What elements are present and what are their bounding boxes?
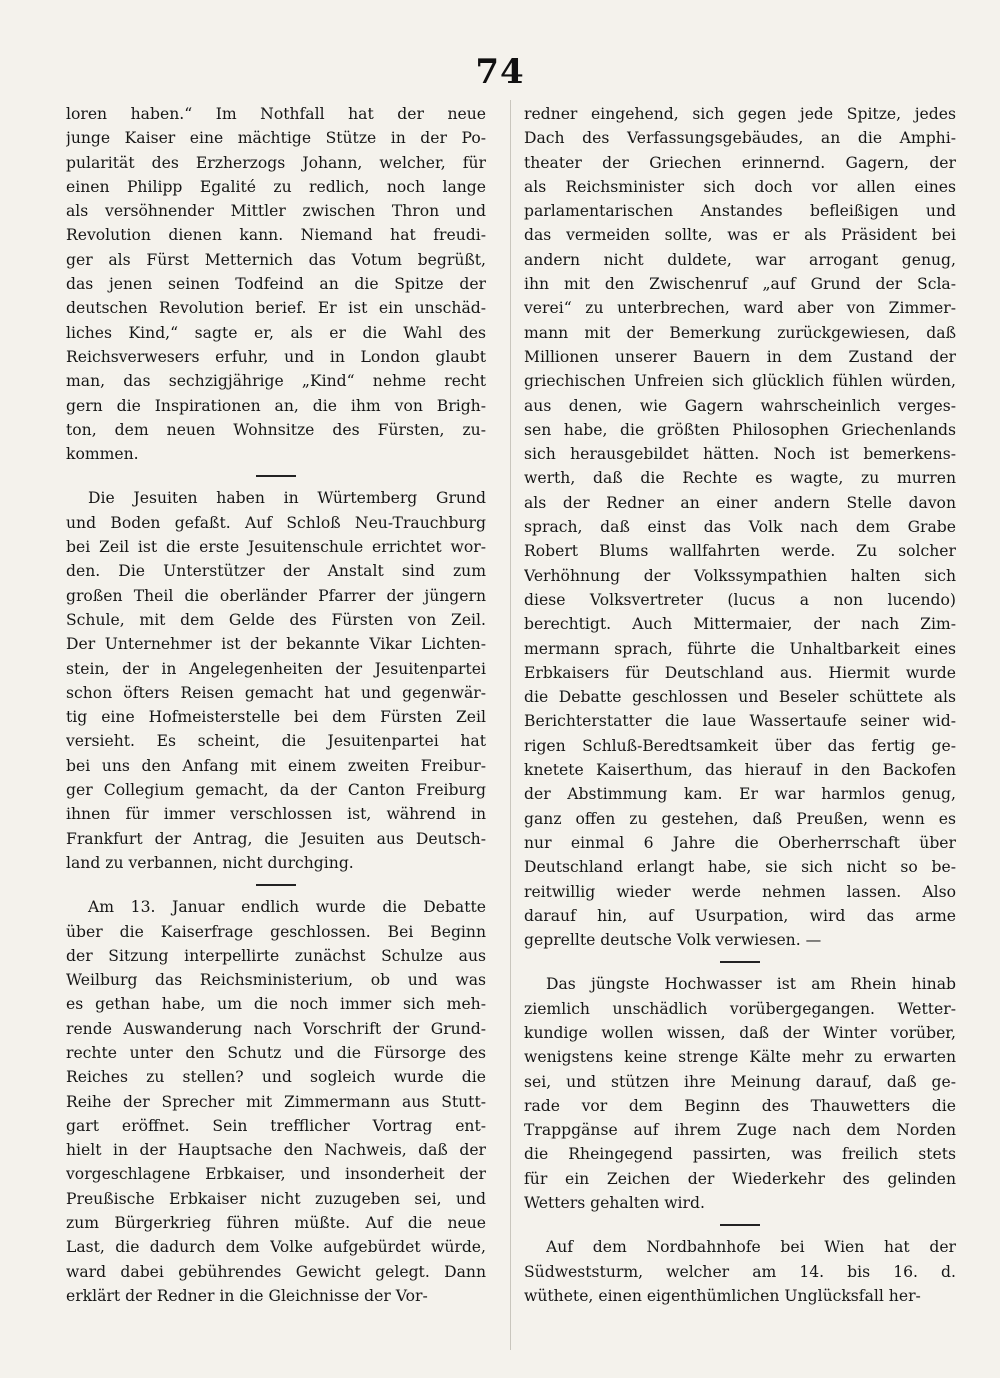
article-paragraph [524,972,956,1215]
text-line: Verhöhnung der Volkssympathien halten sich [524,566,956,585]
text-line: als der Redner an einer andern Stelle davon [524,493,956,512]
text-line: die Rheingegend passirten, was freilich stets [524,1145,956,1164]
text-line: ger als Fürst Metternich das Votum begrüßt, [66,250,486,269]
text-line: Last, die dadurch dem Volke aufgebürdet würde, [66,1238,486,1257]
article-separator [524,1215,956,1235]
text-line: zum Bürgerkrieg führen müßte. Auf die neue [66,1214,486,1233]
text-line: darauf hin, auf Usurpation, wird das arme [524,906,956,925]
article-paragraph [524,1235,956,1308]
text-line: diese Volksvertreter (lucus a non lucendo) [524,590,956,609]
text-line: es gethan habe, um die noch immer sich meh- [66,995,486,1014]
text-line: Der Unternehmer ist der bekannte Vikar Lichten- [66,635,486,654]
text-line: Frankfurt der Antrag, die Jesuiten aus Deutsch- [66,829,486,848]
article-separator [66,466,486,486]
text-line: ziemlich unschädlich vorübergegangen. Wetter- [524,999,956,1018]
text-line: land zu verbannen, nicht durchging. [66,853,354,872]
text-line: rechte unter den Schutz und die Fürsorge des [66,1043,486,1062]
text-line: Preußische Erbkaiser nicht zuzugeben sei, und [66,1189,486,1208]
text-line: Schule, mit dem Gelde des Fürsten von Zeil. [66,610,486,629]
text-line: Reiches zu stellen? und sogleich wurde die [66,1068,486,1087]
text-line: deutschen Revolution berief. Er ist ein unschäd- [66,299,486,318]
text-line: rade vor dem Beginn des Thauwetters die [524,1096,956,1115]
text-line: werth, daß die Rechte es wagte, zu murren [524,469,956,488]
article-paragraph [66,102,486,466]
text-line: stein, der in Angelegenheiten der Jesuitenpartei [66,659,486,678]
text-line: ton, dem neuen Wohnsitze des Fürsten, zu- [66,420,486,439]
text-line: Reichsverwesers erfuhr, und in London glaubt [66,347,486,366]
left-column [66,102,486,1308]
article-paragraph [66,895,486,1308]
text-line: ward dabei gebührendes Gewicht gelegt. Dann [66,1262,486,1281]
text-line: das jenen seinen Todfeind an die Spitze der [66,275,486,294]
text-line: versieht. Es scheint, die Jesuitenpartei hat [66,732,486,751]
text-line: berechtigt. Auch Mittermaier, der nach Zim- [524,615,956,634]
text-line: über die Kaiserfrage geschlossen. Bei Beginn [66,922,486,941]
text-line: der Sitzung interpellirte zunächst Schulze aus [66,946,486,965]
text-line: großen Theil die oberländer Pfarrer der jüngern [66,586,486,605]
text-line: sprach, daß einst das Volk nach dem Grabe [524,518,956,537]
text-line: sei, und stützen ihre Meinung darauf, daß ge- [524,1072,956,1091]
text-line: Deutschland erlangt habe, sie sich nicht so be- [524,858,956,877]
right-column [524,102,956,1308]
text-line: parlamentarischen Anstandes befleißigen und [524,202,956,221]
text-line: hielt in der Hauptsache den Nachweis, daß der [66,1141,486,1160]
text-line: loren haben.“ Im Nothfall hat der neue [66,105,486,123]
text-line: wenigstens keine strenge Kälte mehr zu erwarten [524,1048,956,1067]
text-line: griechischen Unfreien sich glücklich fühlen würden, [524,372,956,391]
text-line: Reihe der Sprecher mit Zimmermann aus Stutt- [66,1092,486,1111]
text-line: vorgeschlagene Erbkaiser, und insonderheit der [66,1165,486,1184]
text-line: kundige wollen wissen, daß der Winter vorüber, [524,1023,956,1042]
text-line: Südweststurm, welcher am 14. bis 16. d. [524,1262,956,1281]
text-line: Am 13. Januar endlich wurde die Debatte [88,898,486,917]
article-separator [66,875,486,895]
text-line: reitwillig wieder werde nehmen lassen. Also [524,882,956,901]
text-line: Revolution dienen kann. Niemand hat freudi- [66,226,486,245]
article-paragraph [66,486,486,875]
text-line: man, das sechzigjährige „Kind“ nehme recht [66,372,486,391]
text-line: für ein Zeichen der Wiederkehr des gelinden [524,1169,956,1188]
text-line: rigen Schluß-Beredtsamkeit über das fertig ge- [524,736,956,755]
text-line: Millionen unserer Bauern in dem Zustand der [524,347,956,366]
text-line: erklärt der Redner in die Gleichnisse der Vor- [66,1286,428,1305]
column-divider [510,100,511,1350]
text-line: ihn mit den Zwischenruf „auf Grund der Scla- [524,275,956,294]
text-line: die Debatte geschlossen und Beseler schüttete als [524,688,956,707]
page-number: 74 [475,52,525,92]
text-line: sen habe, die größten Philosophen Griechenlands [524,420,956,439]
text-line: gern die Inspirationen an, die ihm von Brigh- [66,396,486,415]
text-line: knetete Kaiserthum, das hierauf in den Backofen [524,761,956,780]
text-line: und Boden gefaßt. Auf Schloß Neu-Trauchburg [66,513,486,532]
text-line: bei uns den Anfang mit einem zweiten Freibur- [66,756,486,775]
text-line: verei“ zu unterbrechen, ward aber von Zimmer- [524,299,956,318]
text-line: Erbkaisers für Deutschland aus. Hiermit wurde [524,663,956,682]
text-line: Die Jesuiten haben in Würtemberg Grund [88,489,486,508]
text-line: Berichterstatter die laue Wassertaufe seiner wid- [524,712,956,731]
text-line: redner eingehend, sich gegen jede Spitze, jedes [524,105,956,123]
text-line: ihnen für immer verschlossen ist, während in [66,805,486,824]
text-line: liches Kind,“ sagte er, als er die Wahl des [66,323,486,342]
text-line: Auf dem Nordbahnhofe bei Wien hat der [546,1238,956,1257]
text-line: Dach des Verfassungsgebäudes, an die Amphi- [524,129,956,148]
text-line: tig eine Hofmeisterstelle bei dem Fürsten Zeil [66,708,486,727]
text-line: mermann sprach, führte die Unhaltbarkeit eines [524,639,956,658]
text-line: Das jüngste Hochwasser ist am Rhein hinab [546,975,956,994]
article-separator [524,952,956,972]
text-line: kommen. [66,445,139,464]
text-line: gart eröffnet. Sein trefflicher Vortrag ent- [66,1116,486,1135]
text-line: den. Die Unterstützer der Anstalt sind zum [66,562,486,581]
text-line: bei Zeil ist die erste Jesuitenschule errichtet wor- [66,538,486,557]
text-line: Robert Blums wallfahrten werde. Zu solcher [524,542,956,561]
text-line: Weilburg das Reichsministerium, ob und was [66,971,486,990]
text-line: das vermeiden sollte, was er als Präsident bei [524,226,956,245]
text-line: rende Auswanderung nach Vorschrift der Grund- [66,1019,486,1038]
text-line: schon öfters Reisen gemacht hat und gegenwär- [66,683,486,702]
text-line: einen Philipp Egalité zu redlich, noch lange [66,177,486,196]
article-paragraph [524,102,956,952]
text-line: Wetters gehalten wird. [524,1194,705,1213]
text-line: als Reichsminister sich doch vor allen eines [524,177,956,196]
text-line: Trappgänse auf ihrem Zuge nach dem Norden [524,1121,956,1140]
text-line: theater der Griechen erinnernd. Gagern, der [524,153,956,172]
text-line: andern nicht duldete, war arrogant genug, [524,250,956,269]
text-line: junge Kaiser eine mächtige Stütze in der Po- [66,129,486,148]
text-line: als versöhnender Mittler zwischen Thron und [66,202,486,221]
text-line: aus denen, wie Gagern wahrscheinlich verges- [524,396,956,415]
text-line: ganz offen zu gestehen, daß Preußen, wenn es [524,809,956,828]
text-line: sich herausgebildet hätten. Noch ist bemerkens- [524,445,956,464]
text-line: ger Collegium gemacht, da der Canton Freiburg [66,781,486,800]
text-line: wüthete, einen eigenthümlichen Unglücksfall her- [524,1286,921,1305]
text-line: geprellte deutsche Volk verwiesen. — [524,931,822,950]
text-line: mann mit der Bemerkung zurückgewiesen, daß [524,323,956,342]
text-line: nur einmal 6 Jahre die Oberherrschaft über [524,833,956,852]
text-line: der Abstimmung kam. Er war harmlos genug, [524,785,956,804]
text-line: pularität des Erzherzogs Johann, welcher, für [66,153,486,172]
